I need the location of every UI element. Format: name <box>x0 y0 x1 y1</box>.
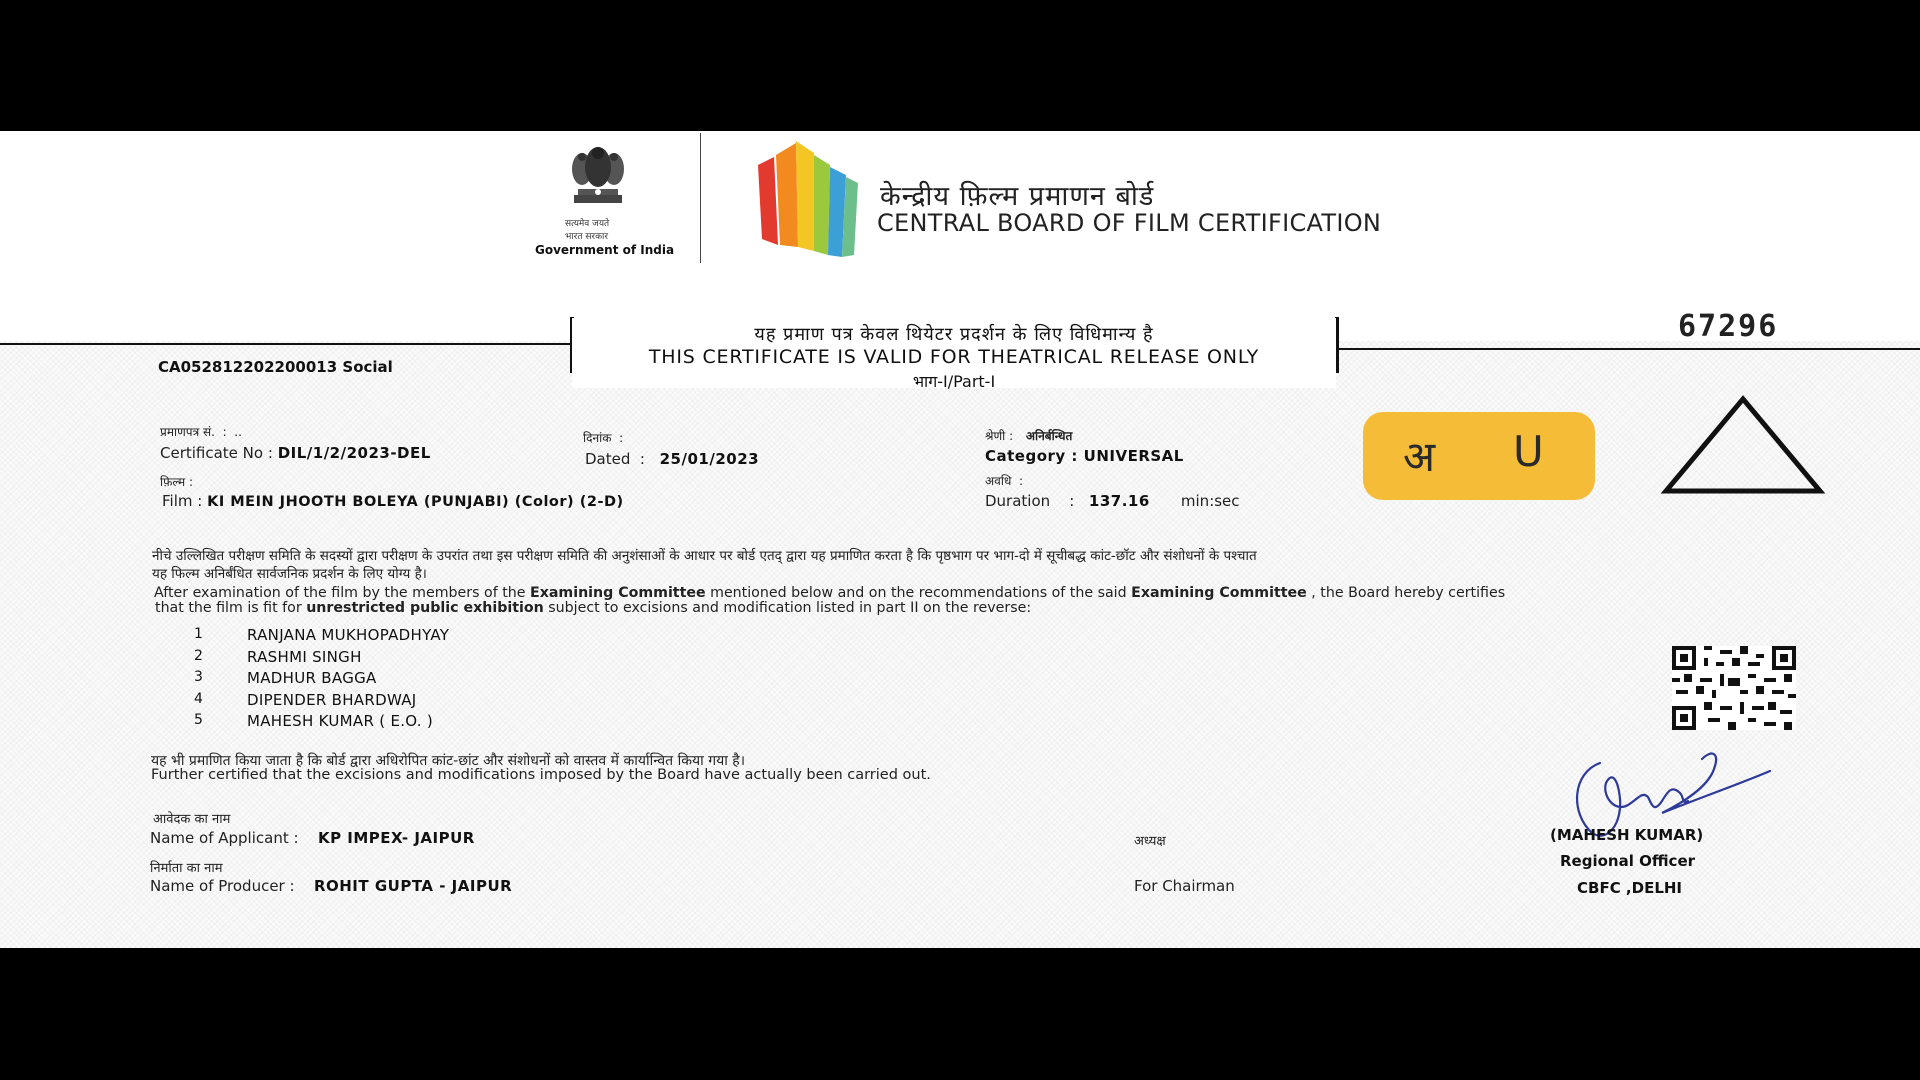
chairman-label-hindi: अध्यक्ष <box>1134 834 1166 849</box>
para2-english: Further certified that the excisions and modifications imposed by the Board have actually been carried out. <box>151 767 931 783</box>
cert-no-row: Certificate No : DIL/1/2/2023-DEL <box>160 444 431 462</box>
producer-value: ROHIT GUPTA - JAIPUR <box>313 877 513 895</box>
date-label: Dated <box>585 450 631 468</box>
board-name-english: CENTRAL BOARD OF FILM CERTIFICATION <box>877 209 1382 237</box>
duration-label: Duration <box>985 492 1051 510</box>
board-name-hindi: केन्द्रीय फ़िल्म प्रमाणन बोर्ड <box>880 181 1155 212</box>
applicant-label-hindi: आवेदक का नाम <box>153 812 231 827</box>
applicant-label: Name of Applicant <box>150 829 289 847</box>
header-divider <box>700 133 701 263</box>
duration-row: Duration : 137.16 min:sec <box>985 492 1240 510</box>
film-label-hindi: फ़िल्म : <box>160 475 194 489</box>
triangle-mark-icon <box>1660 393 1826 497</box>
chairman-label: For Chairman <box>1134 877 1235 895</box>
film-row: Film : KI MEIN JHOOTH BOLEYA (PUNJABI) (Color) (2-D) <box>162 492 624 510</box>
cbfc-logo-icon <box>752 135 862 263</box>
cert-no-label-hindi: प्रमाणपत्र सं. : .. <box>160 425 242 439</box>
signatory-name: (MAHESH KUMAR) <box>1550 826 1704 844</box>
duration-label-hindi: अवधि : <box>985 474 1024 488</box>
emblem-motto: सत्यमेव जयते <box>565 219 610 229</box>
para1-hindi-line1: नीचे उल्लिखित परीक्षण समिति के सदस्यों द्वारा परीक्षण के उपरांत तथा इस परीक्षण समिति की अनुशंसाओं के आधार पर बोर्ड एतद् द्वारा यह प्रमाणित करता है कि पृष्ठभाग पर भाग-दो में सूचीबद्ध कांट-छॉट और संशोधनों के पश्चात <box>152 548 1257 564</box>
film-value: KI MEIN JHOOTH BOLEYA (PUNJABI) (Color) (2-D) <box>207 494 624 510</box>
producer-row: Name of Producer : ROHIT GUPTA - JAIPUR <box>150 877 513 895</box>
applicant-row: Name of Applicant : KP IMPEX- JAIPUR <box>150 829 475 847</box>
rating-english: U <box>1513 427 1544 476</box>
cert-no-label: Certificate No <box>160 444 264 462</box>
qr-code-icon <box>1672 645 1796 731</box>
date-value: 25/01/2023 <box>659 450 760 468</box>
signatory-title: Regional Officer <box>1560 852 1696 870</box>
duration-unit: min:sec <box>1180 492 1240 510</box>
reference-code: CA052812202200013 Social <box>158 358 393 376</box>
para1-hindi-line2: यह फिल्म अनिर्बंधित सार्वजनिक प्रदर्शन के लिए योग्य है। <box>152 566 427 582</box>
category-row: Category : UNIVERSAL <box>985 447 1184 465</box>
validity-hindi: यह प्रमाण पत्र केवल थियेटर प्रदर्शन के लिए विधिमान्य है <box>754 324 1154 345</box>
rating-badge <box>1363 412 1595 500</box>
producer-label: Name of Producer <box>150 877 285 895</box>
header-rule-left <box>0 343 572 345</box>
part-label: भाग-I/Part-I <box>912 372 996 391</box>
govt-english: Government of India <box>535 243 675 257</box>
cert-no-value: DIL/1/2/2023-DEL <box>277 444 431 462</box>
para2-hindi: यह भी प्रमाणित किया जाता है कि बोर्ड द्वारा अधिरोपित कांट-छांट और संशोधनों को वास्तव में कार्यान्वित किया गया है। <box>151 753 746 769</box>
validity-english: THIS CERTIFICATE IS VALID FOR THEATRICAL RELEASE ONLY <box>648 346 1260 368</box>
category-value: UNIVERSAL <box>1083 447 1184 465</box>
category-value-hindi: अनिर्बन्धित <box>1025 429 1073 443</box>
duration-value: 137.16 <box>1088 492 1150 510</box>
signatory-office: CBFC ,DELHI <box>1577 879 1683 897</box>
certificate-document: सत्यमेव जयते भारत सरकार Government of India केन्द्रीय फ़िल्म प्रमाणन बोर्ड CENTRAL BOARD OF FILM CERTIFICATION यह प्रमाण पत्र केवल थियेटर प्रदर्शन के लिए विधिमान्य है THIS CERTIFICATE IS VALID FOR THEATRICAL RELEASE ONLY भाग-I/Part-I 67296 CA052812202200013 Social प्रमाणपत्र सं. : .. Certificate No : DIL/1/2/2023-DEL दिनांक : Dated : 25/01/2023 श्रेणी : अनिर्बन्धित Category : UNIVERSAL फ़िल्म : Film : KI MEIN JHOOTH BOLEYA (PUNJABI) (Color) (2-D) अवधि : Duration : 137.16 min:sec अ U नीचे उल्लिखित परीक्षण समिति के सदस्यों द्वारा परीक्षण के उपरांत तथा इस परीक्षण समिति की अनुशंसाओं के आधार पर बोर्ड एतद् द्वारा यह प्रमाणित करता है कि पृष्ठभाग पर भाग-दो में सूचीबद्ध कांट-छॉट और संशोधनों के पश्चात यह फिल्म अनिर्बंधित सार्वजनिक प्रदर्शन के लिए योग्य है। After examination of the film by the members of the Examining Committee mentioned below and on the recommendations of the said Examining Committee , the Board hereby certifies that the film is fit for unrestricted public exhibition subject to excisions and modification listed in part II on the reverse: 1 RANJANA MUKHOPADHYAY 2 RASHMI SINGH 3 MADHUR BAGGA 4 DIPENDER BHARDWAJ 5 MAHESH KUMAR ( E.O. ) यह भी प्रमाणित किया जाता है कि बोर्ड द्वारा अधिरोपित कांट-छांट और संशोधनों को वास्तव में कार्यान्वित किया गया है। Further certified that the excisions and modifications imposed by the Board have actually been carried out. आवेदक का नाम Name of Applicant : KP IMPEX- JAIPUR निर्माता का नाम Name of Producer : ROHIT GUPTA - JAIPUR अध्यक्ष For Chairman (MAHESH KUMAR) Regional Officer CBFC ,DELHI <box>0 131 1920 948</box>
film-label: Film <box>162 492 193 510</box>
rating-hindi: अ <box>1403 432 1436 481</box>
validity-banner <box>572 318 1336 391</box>
applicant-value: KP IMPEX- JAIPUR <box>317 829 475 847</box>
category-label-hindi: श्रेणी <box>985 429 1006 443</box>
date-label-hindi: दिनांक : <box>583 431 624 445</box>
header-rule-right <box>1338 348 1920 350</box>
category-label: Category <box>985 447 1066 465</box>
date-row: Dated : 25/01/2023 <box>585 450 760 468</box>
category-hindi-row: श्रेणी : अनिर्बन्धित <box>985 429 1073 443</box>
producer-label-hindi: निर्माता का नाम <box>150 861 223 876</box>
para1-english-line1: After examination of the film by the members of the Examining Committee mentioned below and on the recommendations of the said Examining Committee , the Board hereby certifies <box>154 585 1506 601</box>
para1-english-line2: that the film is fit for unrestricted public exhibition subject to excisions and modification listed in part II on the reverse: <box>155 600 1032 616</box>
govt-hindi: भारत सरकार <box>565 232 609 242</box>
national-emblem-icon <box>560 143 636 215</box>
serial-number: 67296 <box>1678 309 1779 344</box>
